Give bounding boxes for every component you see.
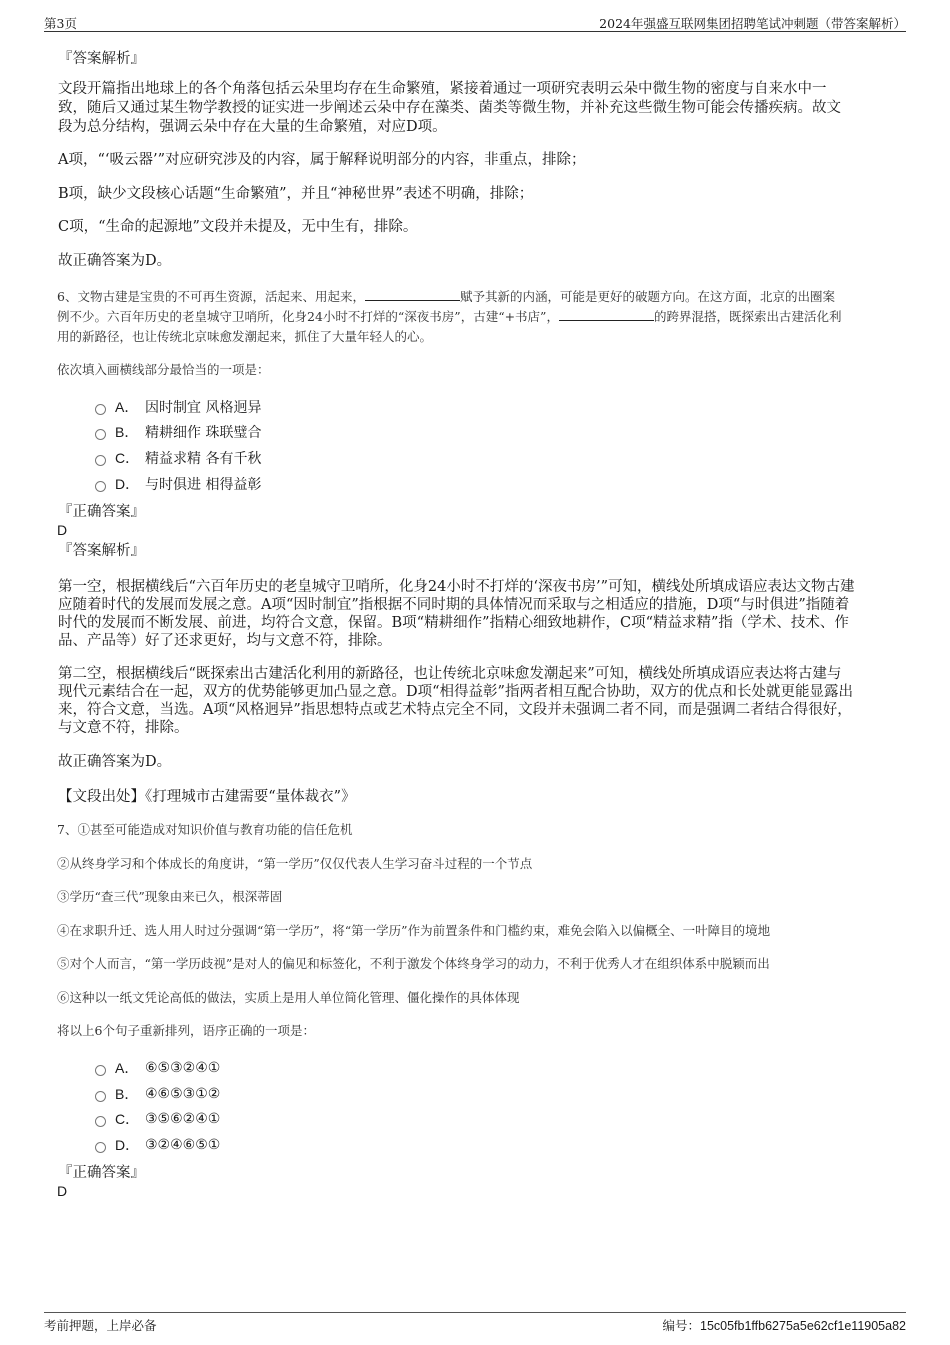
q6-option-b[interactable]: B． 精耕细作 珠联璧合 — [95, 422, 261, 442]
q5-option-a-analysis: A项，“‘吸云器’”对应研究涉及的内容，属于解释说明部分的内容，非重点，排除； — [58, 152, 586, 168]
q7-answer: D — [57, 1183, 68, 1199]
q6-answer-label: 『正确答案』 — [58, 504, 145, 520]
q6-stem-line-2: 例不少。六百年历史的老皇城守卫哨所，化身24小时不打烊的“深夜书房”，古建“+书店”， 的跨界混搭，既探索出古建活化利 — [57, 309, 842, 324]
q6-stem-line-3: 用的新路径，也让传统北京味愈发潮起来，抓住了大量年轻人的心。 — [57, 329, 433, 344]
q5-analysis-line-2: 致，随后又通过某生物学教授的证实进一步阐述云朵中存在藻类、菌类等微生物，并补充这些微生物可能会传播疾病。故文 — [58, 100, 841, 116]
radio-icon[interactable] — [95, 481, 106, 492]
q7-answer-label: 『正确答案』 — [58, 1165, 145, 1181]
radio-icon[interactable] — [95, 1142, 106, 1153]
q6-para1-line-3: 时代的发展而不断发展、前进，均符合文意，保留。B项“精耕细作”指精心细致地耕作，C项“精益求精”指（学术、技术、作 — [58, 615, 849, 631]
q6-para2-line-4: 与文意不符，排除。 — [58, 720, 189, 736]
q6-para2-line-3: 来，符合文意，当选。A项“风格迥异”指思想特点或艺术特点完全不同，文段并未强调二者不同，而是强调二者结合得很好， — [58, 702, 852, 718]
q7-option-b[interactable]: B． ④⑥⑤③①② — [95, 1084, 220, 1104]
page-header — [44, 12, 906, 32]
footer-slogan: 考前押题，上岸必备 — [44, 1318, 157, 1333]
radio-icon[interactable] — [95, 1116, 106, 1127]
q5-conclusion: 故正确答案为D。 — [58, 253, 172, 269]
q6-para1-line-4: 品、产品等）好了还求更好，均与文意不符，排除。 — [58, 633, 392, 649]
q6-conclusion: 故正确答案为D。 — [58, 754, 172, 770]
q5-analysis-label: 『答案解析』 — [58, 51, 145, 67]
q7-sentence-5: ⑤对个人而言，“第一学历歧视”是对人的偏见和标签化，不利于激发个体终身学习的动力，不利于优秀人才在组织体系中脱颖而出 — [57, 956, 770, 971]
document-title: 2024年强盛互联网集团招聘笔试冲刺题（带答案解析） — [599, 16, 906, 31]
q6-para1-line-2: 应随着时代的发展而发展之意。A项“因时制宜”指根据不同时期的具体情况而采取与之相适应的措施，D项“与时俱进”指随着 — [58, 597, 850, 613]
q7-option-d[interactable]: D． ③②④⑥⑤① — [95, 1135, 220, 1155]
q6-option-a[interactable]: A． 因时制宜 风格迥异 — [95, 397, 261, 417]
q6-option-d[interactable]: D． 与时俱进 相得益彰 — [95, 474, 261, 494]
q6-answer: D — [57, 522, 68, 538]
q7-sentence-1: 7、①甚至可能造成对知识价值与教育功能的信任危机 — [57, 822, 353, 837]
radio-icon[interactable] — [95, 404, 106, 415]
blank-1 — [365, 289, 460, 301]
q7-prompt: 将以上6个句子重新排列，语序正确的一项是： — [57, 1023, 315, 1038]
q5-analysis-line-3: 段为总分结构，强调云朵中存在大量的生命繁殖，对应D项。 — [58, 119, 447, 135]
q6-source: 【文段出处】《打理城市古建需要“量体裁衣”》 — [58, 789, 356, 805]
q6-para2-line-2: 现代元素结合在一起，双方的优势能够更加凸显之意。D项“相得益彰”指两者相互配合协助，双方的优点和长处就更能显露出 — [58, 684, 853, 700]
q6-stem-line-1: 6、文物古建是宝贵的不可再生资源，活起来、用起来， 赋予其新的内涵，可能是更好的破题方向。在这方面，北京的出圈案 — [57, 289, 835, 304]
blank-2 — [559, 309, 654, 321]
radio-icon[interactable] — [95, 455, 106, 466]
radio-icon[interactable] — [95, 1065, 106, 1076]
q6-prompt: 依次填入画横线部分最恰当的一项是： — [57, 362, 270, 377]
document-code: 编号：15c05fb1ffb6275a5e62cf1e11905a82 — [662, 1318, 906, 1333]
q7-sentence-3: ③学历“查三代”现象由来已久，根深蒂固 — [57, 889, 283, 904]
q5-option-b-analysis: B项，缺少文段核心话题“生命繁殖”，并且“神秘世界”表述不明确，排除； — [58, 186, 534, 202]
q6-option-c[interactable]: C． 精益求精 各有千秋 — [95, 448, 261, 468]
page-number: 第3页 — [44, 16, 77, 31]
radio-icon[interactable] — [95, 1091, 106, 1102]
q7-sentence-4: ④在求职升迁、选人用人时过分强调“第一学历”，将“第一学历”作为前置条件和门槛约束，难免会陷入以偏概全、一叶障目的境地 — [57, 923, 771, 938]
q5-analysis-line-1: 文段开篇指出地球上的各个角落包括云朵里均存在生命繁殖，紧接着通过一项研究表明云朵中微生物的密度与自来水中一 — [58, 81, 827, 97]
q6-para2-line-1: 第二空，根据横线后“既探索出古建活化利用的新路径，也让传统北京味愈发潮起来”可知，横线处所填成语应表达将古建与 — [58, 666, 842, 682]
q7-sentence-6: ⑥这种以一纸文凭论高低的做法，实质上是用人单位简化管理、僵化操作的具体体现 — [57, 990, 520, 1005]
q7-option-a[interactable]: A． ⑥⑤③②④① — [95, 1058, 220, 1078]
radio-icon[interactable] — [95, 429, 106, 440]
q5-option-c-analysis: C项，“生命的起源地”文段并未提及，无中生有，排除。 — [58, 219, 418, 235]
q7-option-c[interactable]: C． ③⑤⑥②④① — [95, 1109, 220, 1129]
q6-para1-line-1: 第一空，根据横线后“六百年历史的老皇城守卫哨所，化身24小时不打烊的‘深夜书房’”可知，横线处所填成语应表达文物古建 — [58, 579, 855, 595]
q6-analysis-label: 『答案解析』 — [58, 543, 145, 559]
page-footer — [44, 1312, 906, 1334]
q7-sentence-2: ②从终身学习和个体成长的角度讲，“第一学历”仅仅代表人生学习奋斗过程的一个节点 — [57, 856, 533, 871]
